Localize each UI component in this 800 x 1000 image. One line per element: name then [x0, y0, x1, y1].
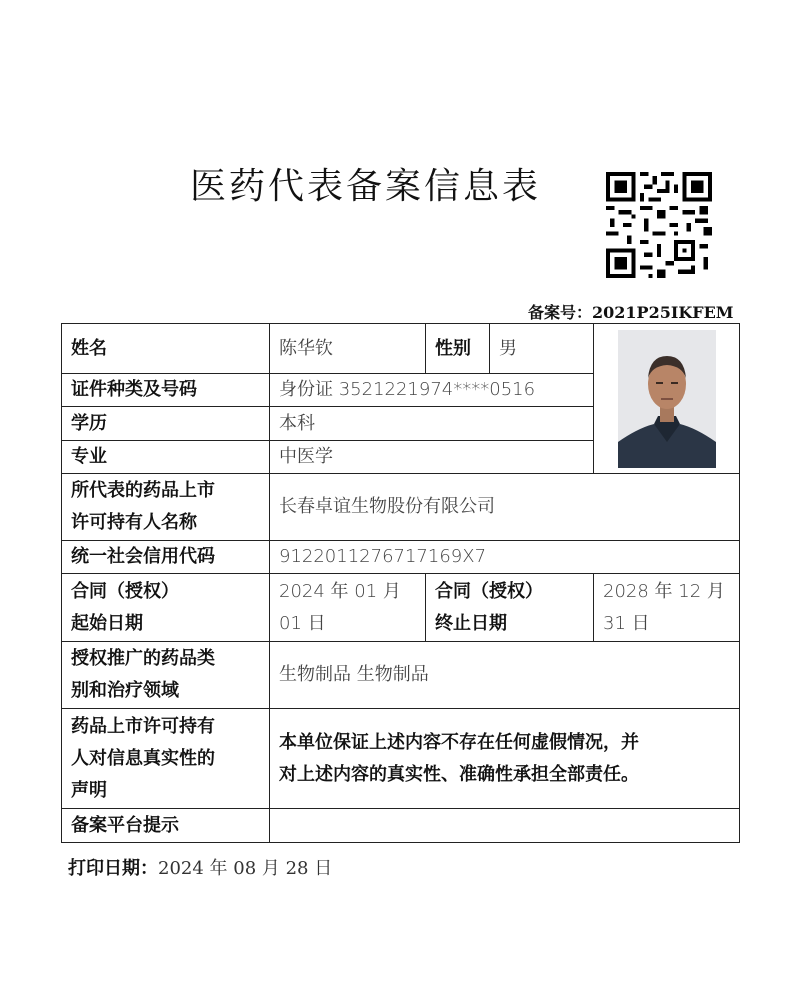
id-value: 身份证 3521221974****0516: [270, 374, 594, 407]
declaration-value-line1: 本单位保证上述内容不存在任何虚假情况，并: [279, 731, 639, 753]
category-label-line2: 别和治疗领域: [71, 680, 179, 701]
contract-end-value: [594, 574, 740, 642]
credit-code-label: 统一社会信用代码: [62, 541, 270, 574]
table-row: [62, 474, 740, 541]
contract-end-label-line2: 终止日期: [435, 612, 507, 634]
holder-label-line1: 所代表的药品上市: [71, 480, 215, 501]
contract-end-label-line1: 合同（授权）: [435, 580, 543, 602]
record-number-value: 2021P25IKFEM: [592, 303, 734, 322]
platform-tip-value: [270, 809, 740, 843]
category-value: 生物制品 生物制品: [270, 642, 740, 709]
gender-label: 性别: [426, 324, 490, 374]
contract-start-value-line2: 01 日: [279, 612, 326, 634]
declaration-label-line2: 人对信息真实性的: [71, 747, 215, 769]
education-label: 学历: [62, 407, 270, 441]
contract-start-label-line2: 起始日期: [71, 612, 143, 634]
table-row: [62, 324, 740, 374]
name-label: 姓名: [62, 324, 270, 374]
major-value: 中医学: [270, 441, 594, 474]
document-title: 医药代表备案信息表: [190, 166, 542, 207]
gender-value: 男: [490, 324, 594, 374]
platform-tip-label: 备案平台提示: [62, 809, 270, 843]
print-date-value: 2024 年 08 月 28 日: [158, 858, 333, 879]
declaration-label-line3: 声明: [71, 779, 107, 801]
contract-start-value-line1: 2024 年 01 月: [279, 580, 401, 602]
table-row: [62, 541, 740, 574]
id-label: 证件种类及号码: [62, 374, 270, 407]
info-table: [61, 323, 740, 843]
photo-cell: [594, 324, 740, 474]
contract-end-value-line1: 2028 年 12 月: [603, 580, 725, 602]
print-date-label: 打印日期：: [68, 858, 158, 879]
category-label-line1: 授权推广的药品类: [71, 648, 215, 669]
record-number: [528, 300, 734, 323]
education-value: 本科: [270, 407, 594, 441]
name-value: 陈华钦: [270, 324, 426, 374]
declaration-label: [62, 709, 270, 809]
contract-start-label-line1: 合同（授权）: [71, 580, 179, 602]
table-row: [62, 709, 740, 809]
contract-end-label: [426, 574, 594, 642]
holder-label: [62, 474, 270, 541]
portrait-photo: [618, 330, 716, 468]
print-date: [68, 854, 332, 880]
contract-start-label: [62, 574, 270, 642]
table-row: [62, 809, 740, 843]
credit-code-value: 9122011276717169X7: [270, 541, 740, 574]
holder-value: 长春卓谊生物股份有限公司: [270, 474, 740, 541]
table-row: [62, 642, 740, 709]
category-label: [62, 642, 270, 709]
qr-code-icon: [606, 172, 712, 278]
contract-end-value-line2: 31 日: [603, 612, 650, 634]
declaration-label-line1: 药品上市许可持有: [71, 715, 215, 737]
declaration-value: [270, 709, 740, 809]
contract-start-value: [270, 574, 426, 642]
record-number-label: 备案号：: [528, 303, 593, 322]
major-label: 专业: [62, 441, 270, 474]
table-row: [62, 574, 740, 642]
holder-label-line2: 许可持有人名称: [71, 512, 197, 533]
declaration-value-line2: 对上述内容的真实性、准确性承担全部责任。: [279, 763, 639, 785]
